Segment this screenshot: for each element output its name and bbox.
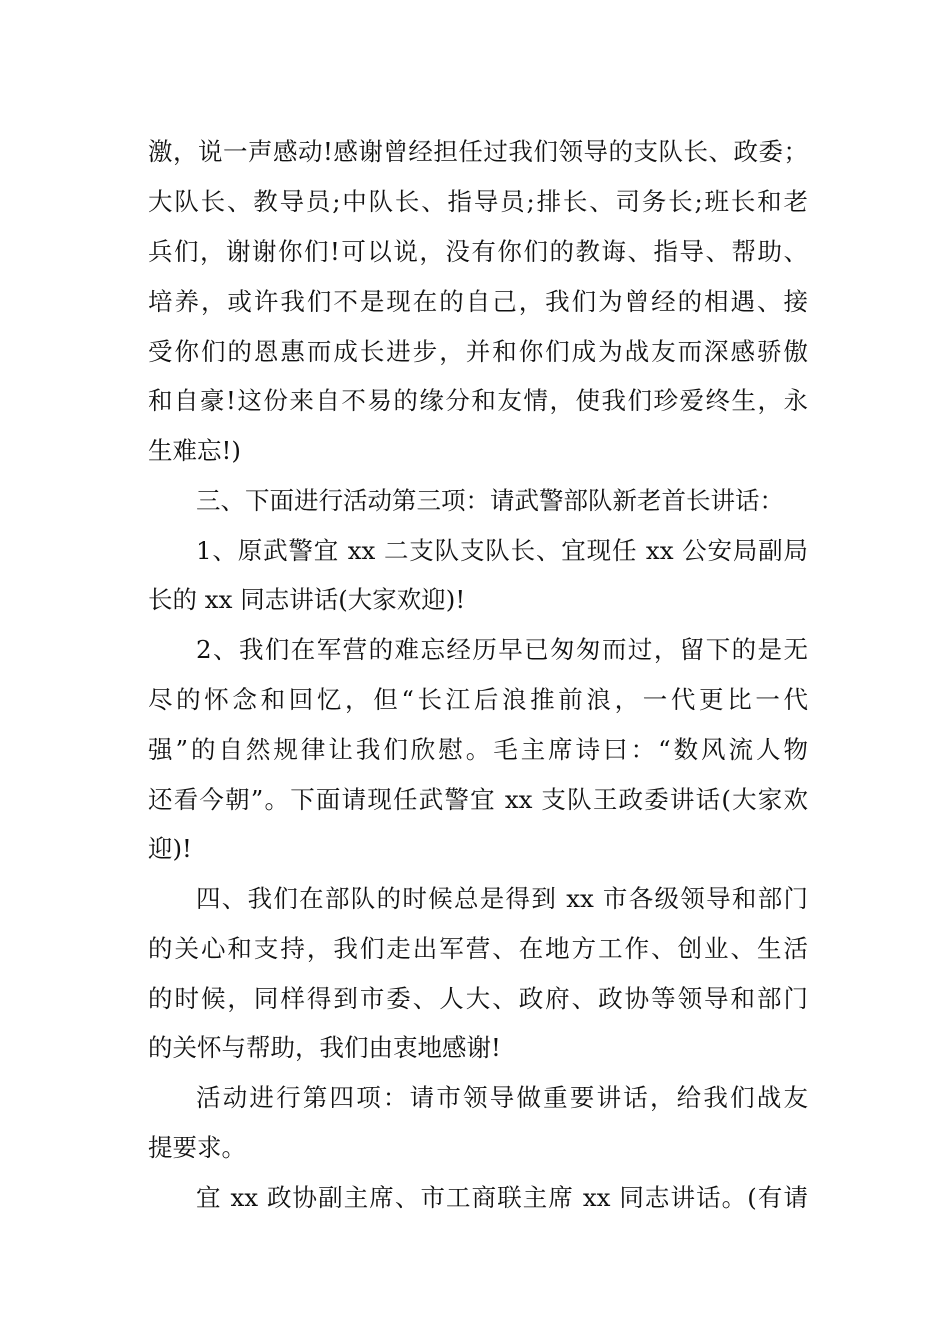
text-line: 和自豪!这份来自不易的缘分和友情，使我们珍爱终生，永 <box>148 386 808 415</box>
text-line: 强”的自然规律让我们欣慰。毛主席诗曰：“数风流人物 <box>148 735 808 764</box>
text-line: 1、原武警宜 xx 二支队支队长、宜现任 xx 公安局副局 <box>196 536 808 565</box>
text-line: 的关心和支持，我们走出军营、在地方工作、创业、生活 <box>148 934 808 963</box>
text-line: 还看今朝”。下面请现任武警宜 xx 支队王政委讲话(大家欢 <box>148 785 808 814</box>
text-line: 培养，或许我们不是现在的自己，我们为曾经的相遇、接 <box>148 287 808 316</box>
paragraph-heading: 三、下面进行活动第三项：请武警部队新老首长讲话： <box>196 486 784 515</box>
text-line: 提要求。 <box>148 1133 246 1162</box>
text-line: 的关怀与帮助，我们由衷地感谢! <box>148 1033 501 1062</box>
text-line: 的时候，同样得到市委、人大、政府、政协等领导和部门 <box>148 984 808 1013</box>
text-line: 迎)! <box>148 834 192 863</box>
text-line: 激，说一声感动!感谢曾经担任过我们领导的支队长、政委； <box>148 137 808 166</box>
text-line: 四、我们在部队的时候总是得到 xx 市各级领导和部门 <box>196 884 808 913</box>
text-line: 生难忘!) <box>148 436 241 465</box>
text-line: 尽的怀念和回忆，但“长江后浪推前浪，一代更比一代 <box>148 685 808 714</box>
text-line: 宜 xx 政协副主席、市工商联主席 xx 同志讲话。(有请 <box>196 1183 808 1212</box>
text-line: 活动进行第四项：请市领导做重要讲话，给我们战友 <box>196 1083 808 1112</box>
text-line: 长的 xx 同志讲话(大家欢迎)! <box>148 585 466 614</box>
text-line: 大队长、教导员;中队长、指导员;排长、司务长;班长和老 <box>148 187 808 216</box>
text-line: 兵们，谢谢你们!可以说，没有你们的教诲、指导、帮助、 <box>148 237 808 266</box>
text-line: 2、我们在军营的难忘经历早已匆匆而过，留下的是无 <box>196 635 808 664</box>
text-line: 受你们的恩惠而成长进步，并和你们成为战友而深感骄傲 <box>148 337 808 366</box>
